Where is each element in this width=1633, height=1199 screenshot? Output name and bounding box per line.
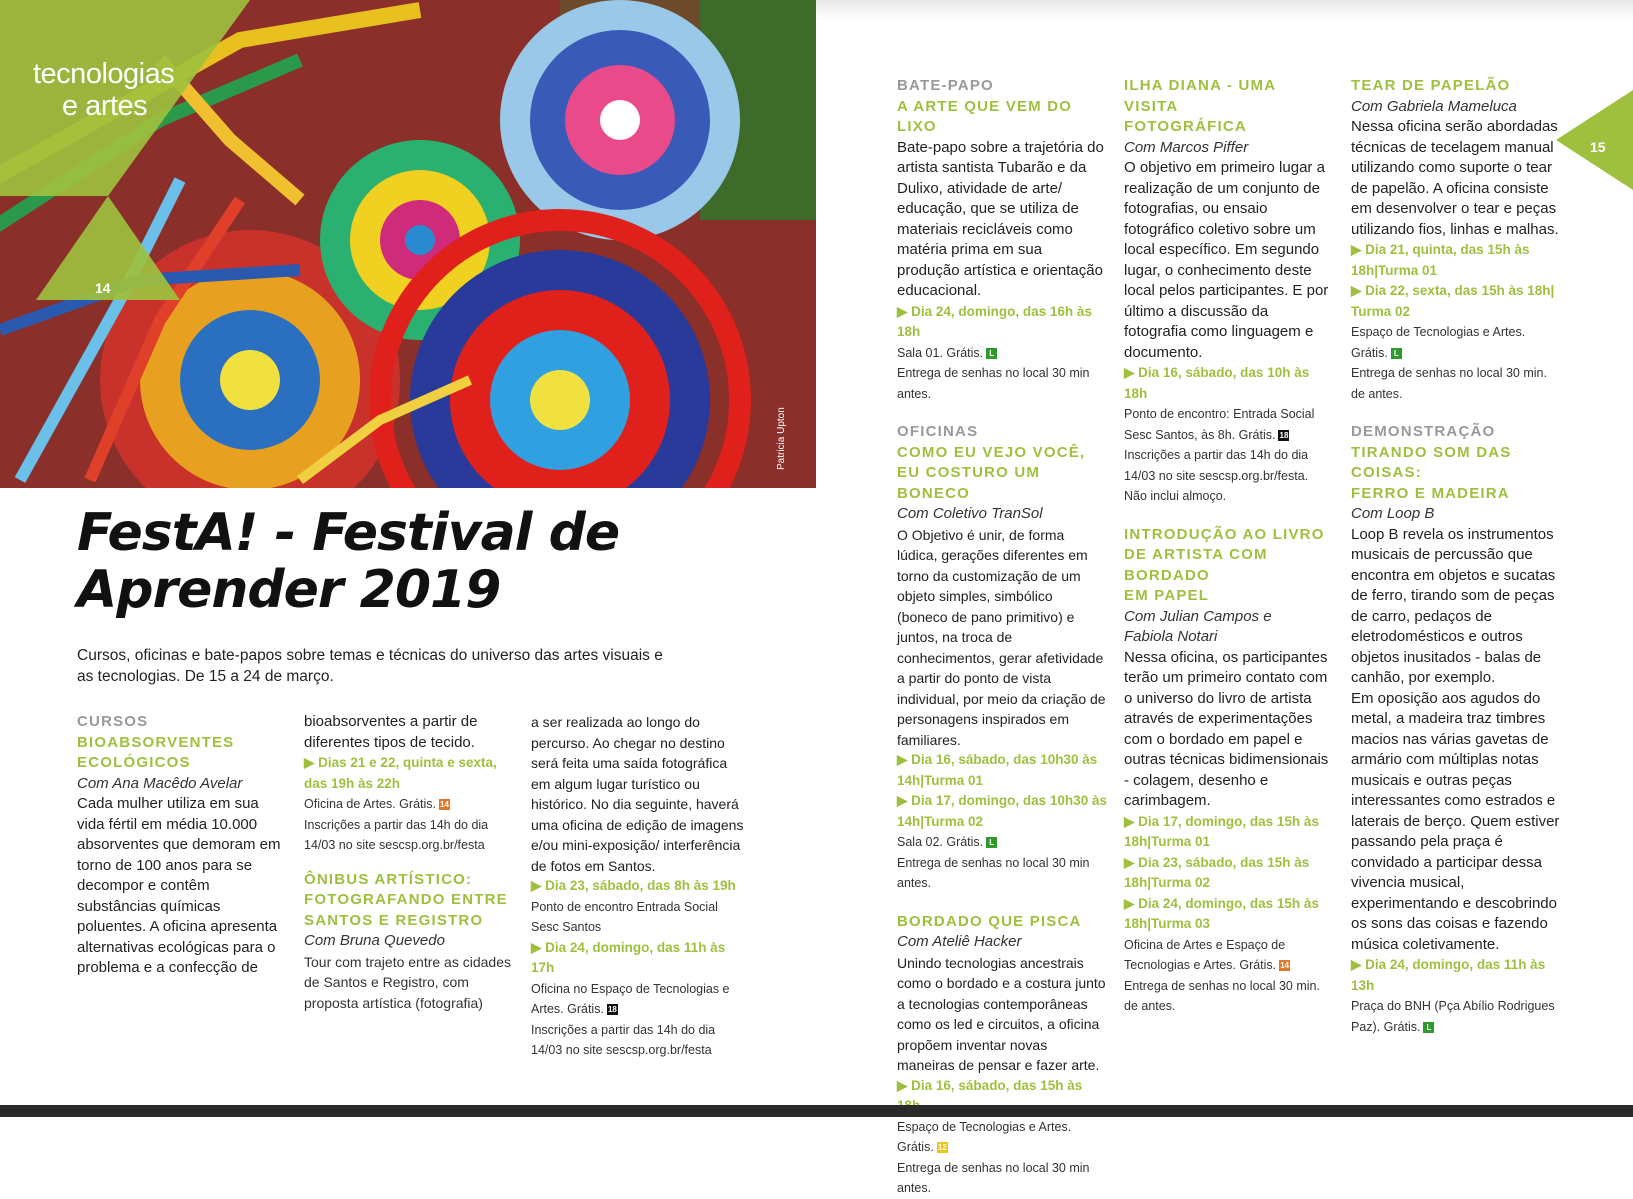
event-schedule: 14h|Turma 01 bbox=[897, 772, 984, 788]
event-host: Com Gabriela Mameluca bbox=[1351, 97, 1517, 115]
event-place: Oficina no Espaço de Tecnologias e Artes. Grátis. 18 bbox=[531, 981, 730, 1016]
event-schedule: 18h|Turma 02 bbox=[1124, 875, 1211, 890]
event-title: EM PAPEL bbox=[1124, 587, 1210, 604]
event-place: Oficina de Artes. Grátis. 14 bbox=[304, 797, 449, 811]
event-tickets: Entrega de senhas no local 30 min. de antes. bbox=[1124, 978, 1320, 1013]
event-tickets: Entrega de senhas no local 30 min antes. bbox=[897, 1160, 1090, 1195]
photo-credit: Patricia Upton bbox=[776, 407, 787, 470]
event-place: Ponto de encontro: Entrada Social Sesc Santos, às 8h. Grátis. 18 bbox=[1124, 407, 1315, 442]
event-description: Bate-papo sobre a trajetória do artista santista Tubarão e da Dulixo, atividade de arte/ educação, que se utiliza de materiais recicláveis como matéria prima em sua produção artística e orientação educacional. bbox=[897, 138, 1104, 299]
event-tickets: Entrega de senhas no local 30 min antes. bbox=[897, 855, 1090, 890]
event-schedule: ▶ Dia 16, sábado, das 10h30 às bbox=[897, 752, 1098, 767]
event-host: Com Coletivo TranSol bbox=[897, 505, 1043, 522]
page-number-right: 15 bbox=[1590, 139, 1606, 155]
event-place: Espaço de Tecnologias e Artes. Grátis. 12 bbox=[897, 1119, 1072, 1154]
page-number-left: 14 bbox=[95, 280, 111, 296]
column-5 bbox=[1124, 76, 1334, 1017]
event-registration: Inscrições a partir das 14h do dia 14/03 no site sescsp.org.br/festa. bbox=[1124, 448, 1309, 483]
age-rating-badge: L bbox=[1391, 348, 1402, 359]
event-place: Espaço de Tecnologias e Artes. Grátis. L bbox=[1351, 325, 1526, 360]
event-schedule: ▶ Dia 24, domingo, das 15h às bbox=[1124, 895, 1319, 911]
event-title: FOTOGRÁFICA bbox=[1124, 118, 1247, 135]
event-schedule: ▶ Dia 16, sábado, das 15h às bbox=[897, 1077, 1083, 1093]
event-title: COMO EU VEJO VOCÊ, bbox=[897, 443, 1086, 461]
column-4 bbox=[897, 76, 1107, 1199]
category-label: BATE-PAPO bbox=[897, 77, 994, 94]
event-schedule: ▶ Dia 23, sábado, das 8h às 19h bbox=[531, 878, 736, 893]
age-rating-badge: L bbox=[1423, 1022, 1434, 1033]
category-label: CURSOS bbox=[77, 713, 149, 730]
event-schedule: ▶ Dia 17, domingo, das 15h às bbox=[1124, 813, 1319, 829]
event-host: Com Marcos Piffer bbox=[1124, 138, 1249, 156]
event-description: Tour com trajeto entre as cidades de Santos e Registro, com proposta artística (fotografia) bbox=[304, 953, 511, 1011]
event-schedule: ▶ Dia 22, sexta, das 15h às 18h| bbox=[1351, 283, 1555, 298]
event-schedule: 18h|Turma 03 bbox=[1124, 916, 1211, 931]
event-schedule: ▶ Dia 23, sábado, das 15h às bbox=[1124, 854, 1310, 870]
event-note: Não inclui almoço. bbox=[1124, 489, 1227, 503]
age-rating-badge: L bbox=[986, 348, 997, 359]
event-title: A ARTE QUE VEM DO LIXO bbox=[897, 97, 1073, 135]
event-title: BIOABSORVENTES bbox=[77, 733, 235, 751]
event-place: Oficina de Artes e Espaço de Tecnologias e Artes. Grátis. 14 bbox=[1124, 937, 1290, 972]
event-schedule: ▶ Dia 24, domingo, das 16h às 18h bbox=[897, 303, 1092, 339]
event-description: a ser realizada ao longo do percurso. Ao chegar no destino será feita uma saída fotográfica em algum lugar turístico ou histórico. No dia seguinte, haverá uma oficina de edição de imagens e/ou mini-exposição/ interferência de fotos em Santos. bbox=[531, 714, 744, 874]
event-title: ÔNIBUS ARTÍSTICO: bbox=[304, 870, 473, 888]
event-place: Praça do BNH (Pça Abílio Rodrigues Paz). Grátis. L bbox=[1351, 999, 1555, 1034]
event-description: Nessa oficina, os participantes terão um primeiro contato com o universo do livro de artista através de experimentações com o bordado em papel e outras técnicas bidimensionais - colagem, desenho e carimbagem. bbox=[1124, 648, 1329, 809]
age-rating-badge: 14 bbox=[440, 800, 449, 810]
event-description: bioabsorventes a partir de diferentes tipos de tecido. bbox=[304, 713, 478, 751]
event-place: Ponto de encontro Entrada Social Sesc Santos bbox=[531, 899, 718, 934]
event-schedule: ▶ Dia 16, sábado, das 10h às 18h bbox=[1124, 365, 1310, 401]
event-tickets: Entrega de senhas no local 30 min. de antes. bbox=[1351, 366, 1547, 401]
event-schedule: ▶ Dias 21 e 22, quinta e sexta, bbox=[304, 755, 497, 770]
event-schedule: ▶ Dia 24, domingo, das 11h às 17h bbox=[531, 939, 726, 975]
event-title: TIRANDO SOM DAS COISAS: bbox=[1351, 443, 1512, 481]
age-rating-badge: L bbox=[986, 837, 997, 848]
event-title: ECOLÓGICOS bbox=[77, 754, 191, 771]
event-host: Com Ana Macêdo Avelar bbox=[77, 774, 243, 792]
event-title: FOTOGRAFANDO ENTRE bbox=[304, 891, 508, 908]
event-title: TEAR DE PAPELÃO bbox=[1351, 77, 1511, 94]
event-description: Unindo tecnologias ancestrais como o bordado e a costura junto a tecnologias contemporâneas como os led e circuitos, a oficina propõem inventar novas maneiras de pensar e fazer arte. bbox=[897, 954, 1106, 1073]
column-6 bbox=[1351, 76, 1561, 1037]
event-host: Com Bruna Quevedo bbox=[304, 932, 445, 949]
event-schedule: das 19h às 22h bbox=[304, 775, 401, 791]
event-title: EU COSTURO UM BONECO bbox=[897, 464, 1041, 502]
section-label bbox=[33, 58, 174, 122]
event-schedule: 14h|Turma 02 bbox=[897, 813, 984, 829]
event-tickets: Entrega de senhas no local 30 min antes. bbox=[897, 366, 1090, 401]
event-schedule: ▶ Dia 24, domingo, das 11h às 13h bbox=[1351, 957, 1546, 993]
event-schedule: ▶ Dia 21, quinta, das 15h às bbox=[1351, 242, 1530, 257]
event-schedule: 18h|Turma 01 bbox=[1124, 834, 1211, 849]
event-description: Em oposição aos agudos do metal, a madeira traz timbres macios nas várias gavetas de armário com múltiplas notas musicais e outras peças interessantes como estrados e laterais de berço. Quem estiver passando pela praça é convidado a participar dessa vivencia musical, experimentando e descobrindo os sons das coisas e fazendo música coletivamente. bbox=[1351, 689, 1560, 953]
age-rating-badge: 12 bbox=[937, 1143, 947, 1153]
event-description: O Objetivo é unir, de forma lúdica, gerações diferentes em torno da customização de um objeto simples, simbólico (boneco de pano primitivo) e juntos, na troca de conhecimentos, gerar afetividade a partir do ponto de vista individual, por meio da criação de personagens inspirados em familiares. bbox=[897, 526, 1106, 748]
event-place: Sala 01. Grátis. L bbox=[897, 343, 1107, 364]
age-rating-badge: 18 bbox=[1279, 430, 1289, 440]
event-registration: Inscrições a partir das 14h do dia 14/03 no site sescsp.org.br/festa bbox=[304, 817, 489, 852]
title-line2: Aprender 2019 bbox=[77, 560, 501, 620]
event-host: Fabiola Notari bbox=[1124, 628, 1218, 645]
column-1 bbox=[77, 712, 287, 979]
event-schedule: Turma 02 bbox=[1351, 303, 1411, 319]
event-registration: Inscrições a partir das 14h do dia 14/03 no site sescsp.org.br/festa bbox=[531, 1022, 716, 1057]
age-rating-badge: 18 bbox=[607, 1005, 617, 1015]
event-description: Nessa oficina serão abordadas técnicas de tecelagem manual utilizando como suporte o tear de papelão. A oficina consiste em desenvolver o tear e peças utilizando fios, linhas e malhas. bbox=[1351, 118, 1559, 238]
bottom-bar bbox=[0, 1105, 1633, 1117]
event-title: BORDADO QUE PISCA bbox=[897, 912, 1082, 930]
event-host: Com Julian Campos e bbox=[1124, 607, 1272, 625]
event-description: O objetivo em primeiro lugar a realização de um conjunto de fotografias, ou ensaio fotográfico coletivo sobre um local específico. Em segundo lugar, o conhecimento deste local pelos participantes. E por último a discussão da fotografia como linguagem e documento. bbox=[1124, 159, 1329, 361]
category-label: OFICINAS bbox=[897, 423, 979, 440]
column-3 bbox=[531, 712, 746, 1061]
event-title: INTRODUÇÃO AO LIVRO bbox=[1124, 525, 1325, 543]
intro-text: Cursos, oficinas e bate-papos sobre temas e técnicas do universo das artes visuais e as tecnologias. De 15 a 24 de março. bbox=[77, 647, 663, 685]
section-label-line2: e artes bbox=[62, 90, 148, 122]
event-title: ILHA DIANA - UMA VISITA bbox=[1124, 77, 1276, 115]
section-triangles bbox=[0, 0, 250, 310]
category-label: DEMONSTRAÇÃO bbox=[1351, 423, 1496, 440]
event-schedule: ▶ Dia 17, domingo, das 10h30 às bbox=[897, 793, 1107, 808]
event-host: Com Ateliê Hacker bbox=[897, 933, 1022, 950]
event-title: FERRO E MADEIRA bbox=[1351, 484, 1510, 502]
event-description: Cada mulher utiliza em sua vida fértil em média 10.000 absorventes que demoram em torno de 100 anos para se decompor e contêm substâncias químicas poluentes. A oficina apresenta alternativas ecológicas para o problema e a confecção de bbox=[77, 795, 281, 976]
event-schedule: 18h|Turma 01 bbox=[1351, 262, 1438, 278]
left-page bbox=[0, 0, 816, 1105]
event-title: SANTOS E REGISTRO bbox=[304, 911, 484, 929]
section-label-line1: tecnologias bbox=[33, 58, 175, 90]
age-rating-badge: 14 bbox=[1280, 961, 1290, 971]
page-title bbox=[77, 505, 797, 619]
event-title: DE ARTISTA COM BORDADO bbox=[1124, 546, 1268, 584]
event-host: Com Loop B bbox=[1351, 505, 1435, 522]
event-place: Sala 02. Grátis. L bbox=[897, 832, 1107, 853]
event-description: Loop B revela os instrumentos musicais de percussão que encontra em objetos e sucatas de ferro, tirando som de peças de carro, pedaços de eletrodomésticos e outros objetos inusitados - balas de canhão, por exemplo. bbox=[1351, 525, 1556, 686]
title-line1: FestA! - Festival de bbox=[77, 503, 620, 563]
column-2 bbox=[304, 712, 514, 1013]
